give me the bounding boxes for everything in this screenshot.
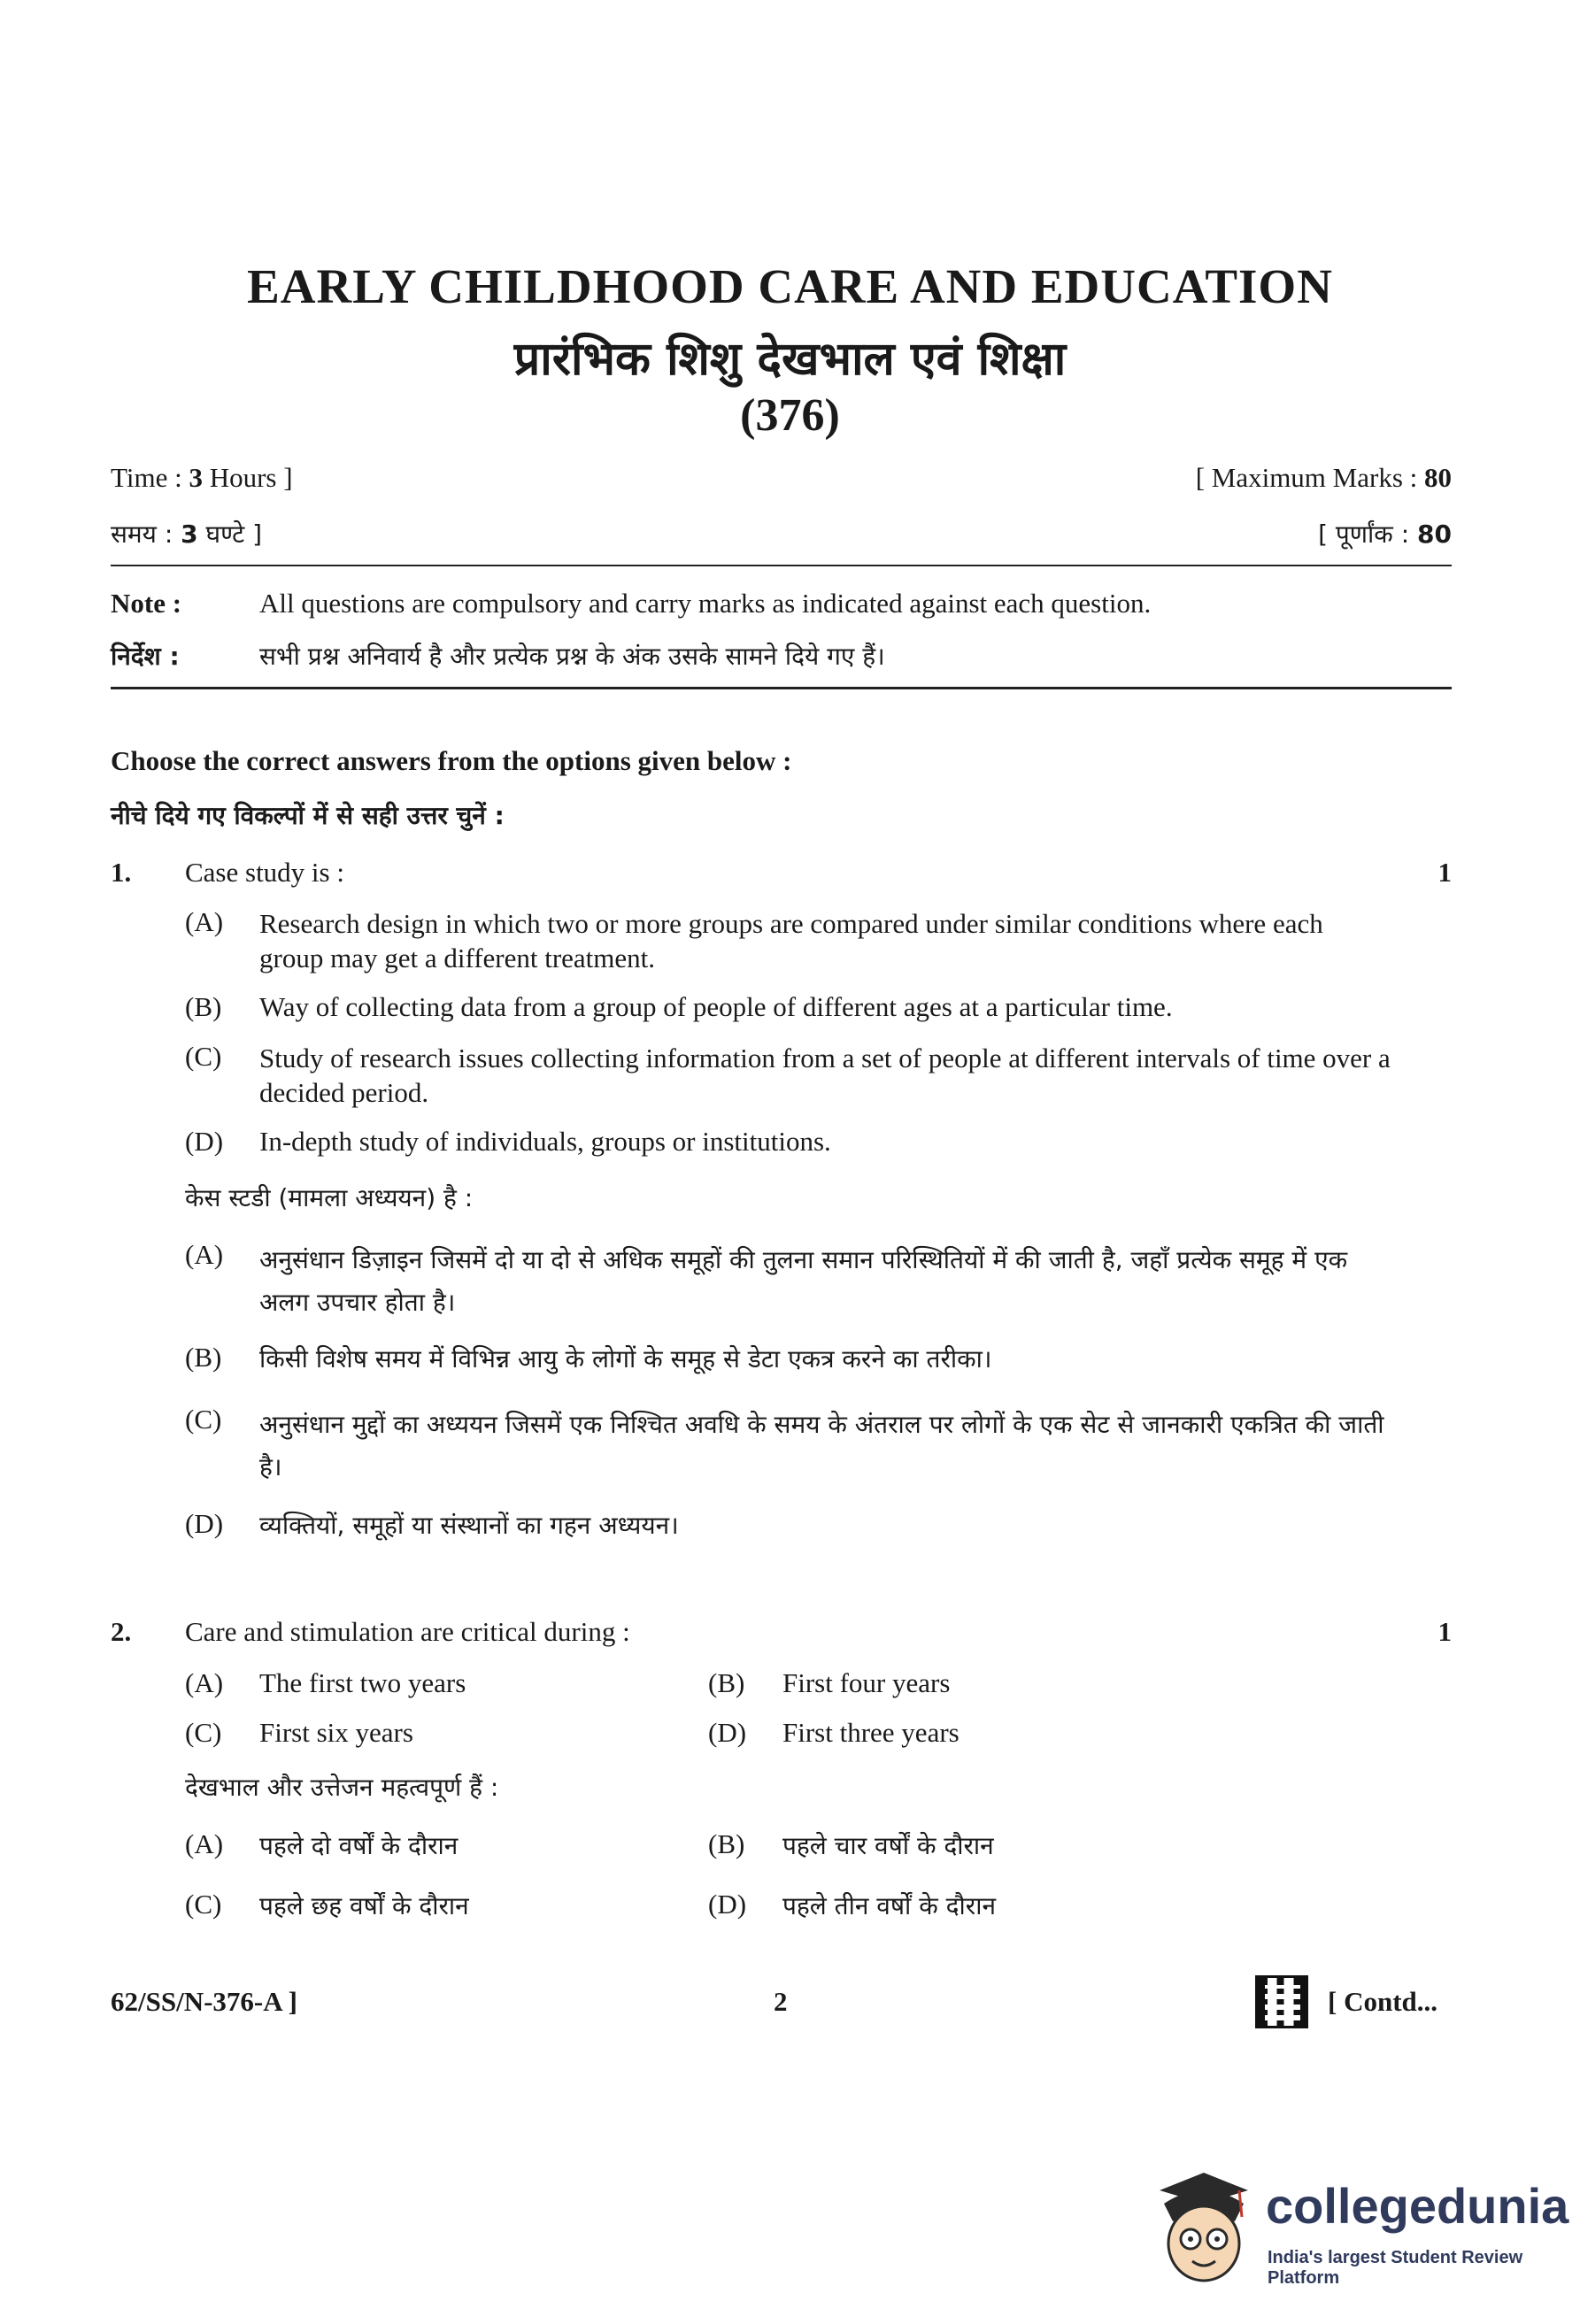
option-text: Research design in which two or more groups are compared under similar conditions where each group may get a different treatment. <box>259 908 1323 973</box>
option-text-hindi: पहले तीन वर्षों के दौरान <box>782 1891 996 1920</box>
page-number: 2 <box>774 1986 788 2017</box>
time-line-hindi: समय : 3 घण्टे ] <box>111 519 263 549</box>
instruction-english: Choose the correct answers from the options given below : <box>111 745 792 776</box>
question-text-hindi: केस स्टडी (मामला अध्ययन) है : <box>185 1183 474 1212</box>
option-label: (A) <box>185 1828 224 1859</box>
exam-title-english: EARLY CHILDHOOD CARE AND EDUCATION <box>247 259 1333 313</box>
divider-top <box>111 565 1452 566</box>
option-text-hindi: किसी विशेष समय में विभिन्न आयु के लोगों के समूह से डेटा एकत्र करने का तरीका। <box>259 1344 992 1374</box>
option-label: (A) <box>185 906 224 937</box>
option-text-hindi: व्यक्तियों, समूहों या संस्थानों का गहन अध्ययन। <box>259 1511 679 1540</box>
option-text: Way of collecting data from a group of people of different ages at a particular time. <box>259 991 1173 1022</box>
note-label: Note : <box>111 588 182 619</box>
note-label-hindi: निर्देश : <box>111 642 180 671</box>
option-label: (A) <box>185 1667 224 1698</box>
brand-name: collegedunia <box>1266 2178 1569 2234</box>
subject-code: (376) <box>740 390 840 441</box>
option-label: (C) <box>185 1889 222 1920</box>
question-number: 1. <box>111 857 132 888</box>
option-text: Study of research issues collecting information from a set of people at different intervals of time over a decided period. <box>259 1043 1391 1108</box>
contd-label: [ Contd... <box>1328 1986 1438 2017</box>
option-text: First three years <box>782 1717 960 1748</box>
paper-code: 62/SS/N-376-A ] <box>111 1986 297 2017</box>
max-marks-line-hindi: [ पूर्णांक : 80 <box>1318 519 1452 549</box>
option-label: (C) <box>185 1717 222 1748</box>
option-text-hindi: पहले छह वर्षों के दौरान <box>259 1891 469 1920</box>
option-text: First four years <box>782 1667 951 1698</box>
option-text-hindi: पहले दो वर्षों के दौरान <box>259 1831 459 1860</box>
max-marks-line: [ Maximum Marks : 80 <box>1195 462 1452 493</box>
option-text-hindi: पहले चार वर्षों के दौरान <box>782 1831 994 1860</box>
option-label: (C) <box>185 1404 222 1435</box>
question-text: Care and stimulation are critical during : <box>185 1616 630 1647</box>
question-marks: 1 <box>1437 857 1452 888</box>
option-text: First six years <box>259 1717 413 1748</box>
option-label: (D) <box>185 1126 224 1157</box>
question-marks: 1 <box>1437 1616 1452 1647</box>
qr-code-icon <box>1255 1975 1308 2028</box>
option-text-hindi: अनुसंधान मुद्दों का अध्ययन जिसमें एक निश्चित अवधि के समय के अंतराल पर लोगों के एक सेट से जानकारी एकत्रित की जाती है। <box>259 1410 1384 1481</box>
option-label: (D) <box>708 1889 747 1920</box>
option-label: (A) <box>185 1239 224 1270</box>
option-label: (C) <box>185 1041 222 1072</box>
option-text: The first two years <box>259 1667 466 1698</box>
option-label: (D) <box>708 1717 747 1748</box>
option-label: (B) <box>708 1667 745 1698</box>
question-text: Case study is : <box>185 857 344 888</box>
option-text-hindi: अनुसंधान डिज़ाइन जिसमें दो या दो से अधिक समूहों की तुलना समान परिस्थितियों में की जाती है, जहाँ प्रत्येक समूह में एक अलग उपचार होता है। <box>259 1245 1348 1317</box>
instruction-hindi: नीचे दिये गए विकल्पों में से सही उत्तर चुनें : <box>111 801 505 830</box>
option-label: (B) <box>185 991 222 1022</box>
mascot-logo-icon <box>1155 2168 1252 2283</box>
option-label: (B) <box>708 1828 745 1859</box>
note-text-hindi: सभी प्रश्न अनिवार्य है और प्रत्येक प्रश्न के अंक उसके सामने दिये गए हैं। <box>259 642 885 671</box>
question-number: 2. <box>111 1616 132 1647</box>
question-text-hindi: देखभाल और उत्तेजन महत्वपूर्ण हैं : <box>185 1773 499 1802</box>
note-text: All questions are compulsory and carry marks as indicated against each question. <box>259 588 1152 619</box>
option-text: In-depth study of individuals, groups or institutions. <box>259 1126 831 1157</box>
exam-title-hindi: प्रारंभिक शिशु देखभाल एवं शिक्षा <box>513 333 1067 386</box>
time-line: Time : 3 Hours ] <box>111 462 293 493</box>
brand-tagline: India's largest Student Review Platform <box>1268 2248 1523 2288</box>
divider-note <box>111 687 1452 689</box>
option-label: (B) <box>185 1342 222 1373</box>
option-label: (D) <box>185 1508 224 1539</box>
